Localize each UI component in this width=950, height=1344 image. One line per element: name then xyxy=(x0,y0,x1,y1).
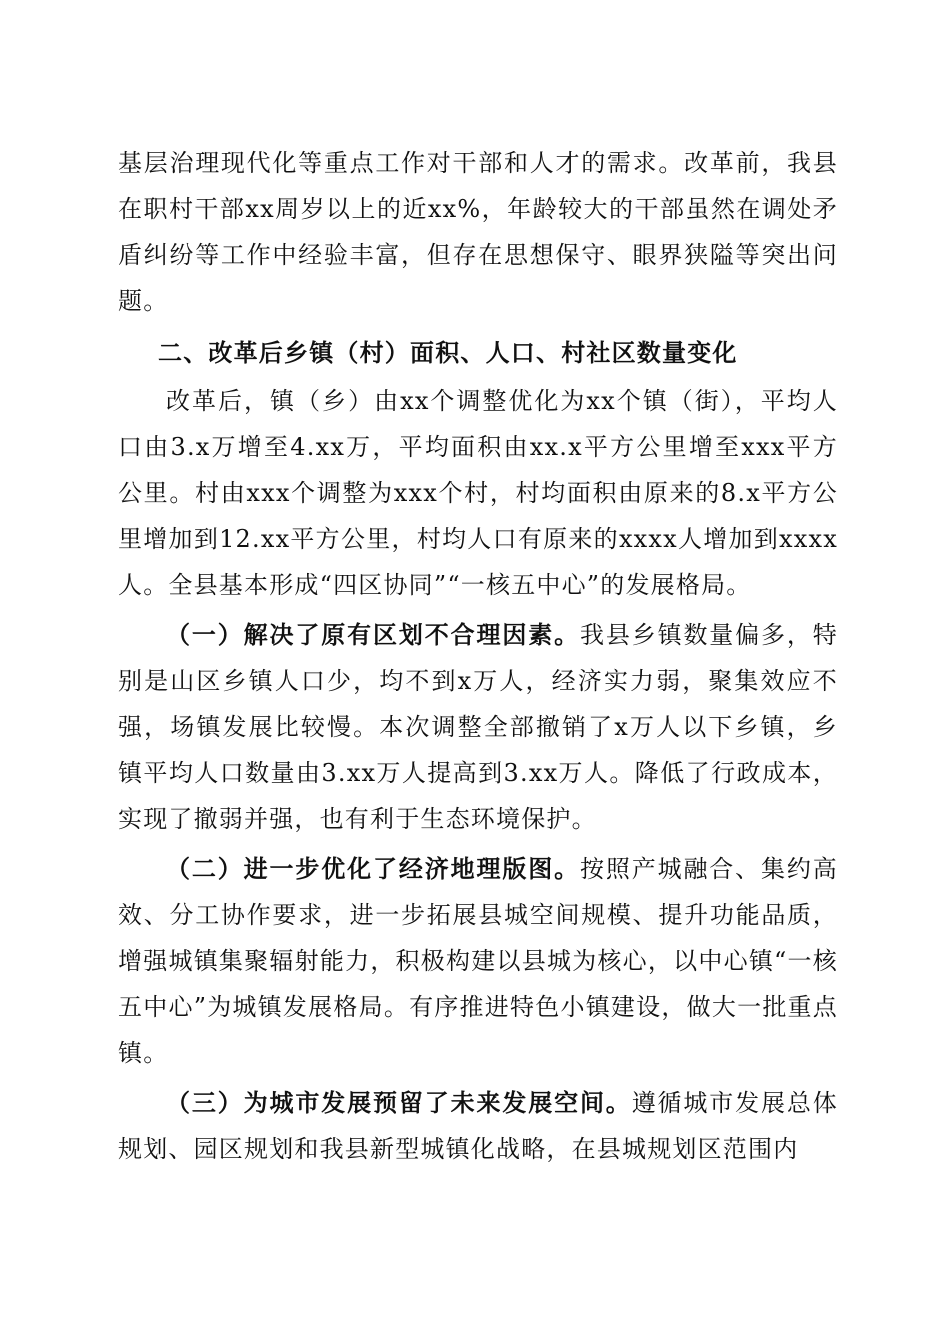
paragraph-subsection-1 xyxy=(118,612,838,842)
paragraph-subsection-2 xyxy=(118,846,838,1076)
subsection-1-title: （一）解决了原有区划不合理因素。 xyxy=(166,621,580,649)
subsection-2-text: 按照产城融合、集约高效、分工协作要求，进一步拓展县城空间规模、提升功能品质，增强城镇集聚辐射能力，积极构建以县城为核心，以中心镇“一核五中心”为城镇发展格局。有序推进特色小镇建设，做大一批重点镇。 xyxy=(118,855,838,1067)
document-body xyxy=(118,140,838,1172)
subsection-3-title: （三）为城市发展预留了未来发展空间。 xyxy=(166,1089,632,1117)
paragraph-reform-summary: 改革后，镇（乡）由xx个调整优化为xx个镇（街），平均人口由3.x万增至4.xx万，平均面积由xx.x平方公里增至xxx平方公里。村由xxx个调整为xxx个村，村均面积由原来的8.x平方公里增加到12.xx平方公里，村均人口有原来的xxxx人增加到xxxx人。全县基本形成“四区协同”“一核五中心”的发展格局。 xyxy=(118,387,838,599)
section-heading: 二、改革后乡镇（村）面积、人口、村社区数量变化 xyxy=(158,339,738,367)
paragraph-subsection-3 xyxy=(118,1080,838,1172)
paragraph-continuation: 基层治理现代化等重点工作对干部和人才的需求。改革前，我县在职村干部xx周岁以上的近xx%，年龄较大的干部虽然在调处矛盾纠纷等工作中经验丰富，但存在思想保守、眼界狭隘等突出问题。 xyxy=(118,149,838,315)
subsection-3-text: 遵循城市发展总体规划、园区规划和我县新型城镇化战略，在县城规划区范围内 xyxy=(118,1089,838,1163)
subsection-1-text: 我县乡镇数量偏多，特别是山区乡镇人口少，均不到x万人，经济实力弱，聚集效应不强，场镇发展比较慢。本次调整全部撤销了x万人以下乡镇，乡镇平均人口数量由3.xx万人提高到3.xx万人。降低了行政成本，实现了撤弱并强，也有利于生态环境保护。 xyxy=(118,621,838,833)
subsection-2-title: （二）进一步优化了经济地理版图。 xyxy=(166,855,580,883)
